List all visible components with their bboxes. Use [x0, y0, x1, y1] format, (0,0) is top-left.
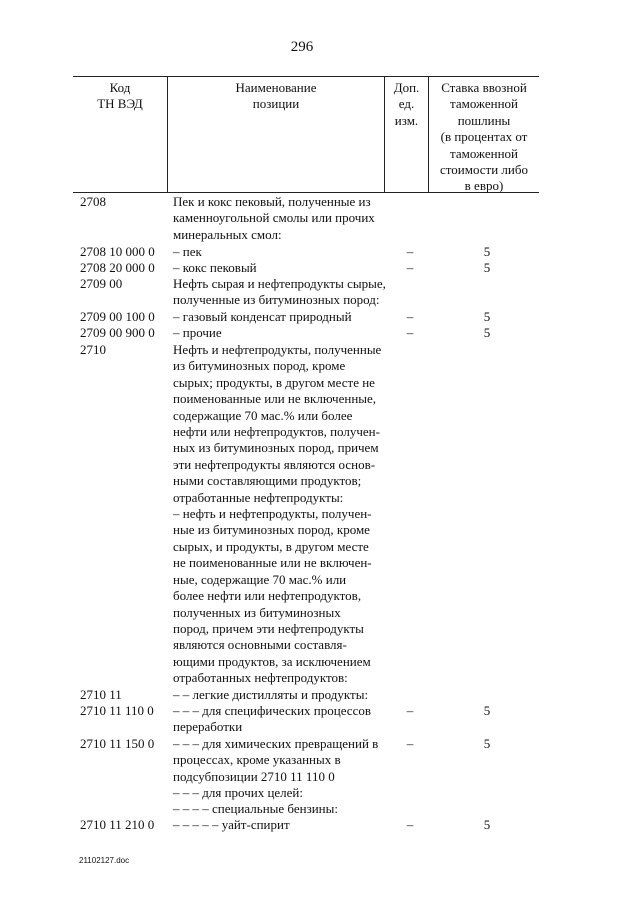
row-rate: 5	[483, 260, 491, 275]
row-code: 2709 00 900 0	[80, 325, 155, 340]
header-rate: Ставка ввозной таможенной пошлины (в процентах от таможенной стоимости либо в евро)	[439, 80, 528, 194]
row-name: – – – – – уайт-спирит	[173, 817, 290, 832]
header-unit: Доп. ед. изм.	[393, 80, 420, 128]
row-code: 2710 11 210 0	[80, 817, 155, 832]
row-unit: –	[406, 817, 414, 832]
header-code: Код ТН ВЭД	[97, 80, 143, 112]
row-rate: 5	[483, 736, 491, 751]
row-name: – – – для прочих целей:	[173, 785, 303, 800]
table-top-rule	[73, 76, 539, 77]
row-name: Пек и кокс пековый, полученные из каменноугольной смолы или прочих минеральных смол:	[173, 194, 375, 242]
row-rate: 5	[483, 309, 491, 324]
row-code: 2709 00	[80, 276, 123, 291]
row-unit: –	[406, 736, 414, 751]
row-name: – – – – специальные бензины:	[173, 801, 338, 816]
row-unit: –	[406, 244, 414, 259]
row-name: Нефть и нефтепродукты, полученные из битуминозных пород, кроме сырых; продукты, в другом месте не поименованные или не включенные, содержащие 70 мас.% или более нефти или нефтепродуктов, получен- ных из битуминозных пород, причем эти нефтепродукты являются основ- ными составляющими продуктов; отработанные нефтепродукты: – нефть и нефтепродукты, получен- ные из битуминозных пород, кроме сырых, и продукты, в другом месте не поименованные или не включен- ные, содержащие 70 мас.% или более нефти или нефтепродуктов, полученных из битуминозных пород, причем эти нефтепродукты являются основными составля- ющими продуктов, за исключением отработанных нефтепродуктов:	[173, 342, 382, 686]
row-rate: 5	[483, 244, 491, 259]
row-rate: 5	[483, 817, 491, 832]
page-number: 296	[290, 39, 314, 55]
row-code: 2708 20 000 0	[80, 260, 155, 275]
row-rate: 5	[483, 703, 491, 718]
row-code: 2710 11 110 0	[80, 703, 154, 718]
row-name: – пек	[173, 244, 202, 259]
row-name: – – – для химических превращений в процессах, кроме указанных в подсубпозиции 2710 11 110 0	[173, 736, 379, 784]
row-unit: –	[406, 325, 414, 340]
header-name: Наименование позиции	[235, 80, 317, 112]
row-unit: –	[406, 703, 414, 718]
row-code: 2710	[80, 342, 106, 357]
row-name: – прочие	[173, 325, 222, 340]
row-rate: 5	[483, 325, 491, 340]
row-unit: –	[406, 260, 414, 275]
row-code: 2710 11	[80, 687, 122, 702]
row-code: 2710 11 150 0	[80, 736, 155, 751]
row-code: 2709 00 100 0	[80, 309, 155, 324]
row-name: – – – для специфических процессов переработки	[173, 703, 371, 735]
row-name: Нефть сырая и нефтепродукты сырые, полученные из битуминозных пород:	[173, 276, 386, 308]
row-code: 2708	[80, 194, 106, 209]
row-name: – кокс пековый	[173, 260, 257, 275]
row-name: – газовый конденсат природный	[173, 309, 352, 324]
row-code: 2708 10 000 0	[80, 244, 155, 259]
row-unit: –	[406, 309, 414, 324]
row-name: – – легкие дистилляты и продукты:	[173, 687, 369, 702]
document-filename: 21102127.doc	[79, 856, 130, 865]
